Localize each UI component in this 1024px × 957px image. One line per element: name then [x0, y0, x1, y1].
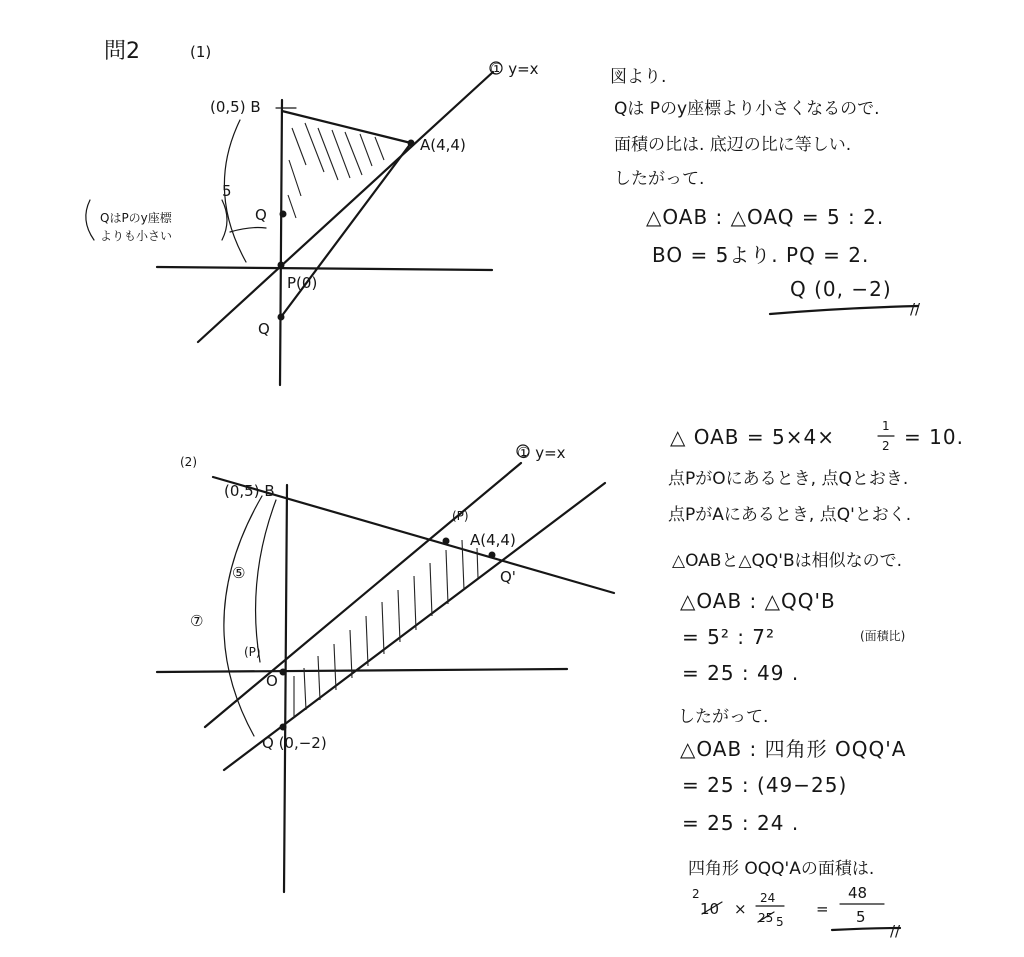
sol1-answer: Q (0, −2) — [790, 277, 892, 301]
sol2-calc-10: 10 — [700, 900, 720, 918]
sol2-calc-num: 24 — [760, 891, 776, 905]
fig2-x-axis — [157, 669, 567, 672]
sol2-line-9: △OAB : 四角形 OQQ'A — [680, 737, 907, 761]
fig1-Q-label: Q — [258, 320, 270, 338]
sol2-line-11: = 25 : 24 . — [682, 811, 800, 835]
fig1-hatching — [288, 123, 384, 218]
fig2-line-label: ① y=x — [517, 444, 566, 462]
fig2-P-origin-label: (P) — [244, 645, 261, 659]
sol2-frac-num: 1 — [882, 419, 890, 433]
fig2-point-Q — [280, 724, 287, 731]
fig2-point-Qprime — [489, 552, 496, 559]
sol2-end-mark: // — [890, 922, 901, 940]
fig1-note-line2: よりも小さい — [100, 229, 173, 243]
fig2-y-axis — [284, 485, 287, 892]
sol1-line-3: 面積の比は. 底辺の比に等しい. — [614, 135, 852, 155]
fig1-Q-candidate-label: Q — [255, 206, 267, 224]
fig2-arc-5 — [256, 500, 276, 662]
sol2-frac-den: 2 — [882, 439, 890, 453]
sol2-result-num: 48 — [848, 884, 868, 902]
sol2-calc-small-2: 2 — [692, 887, 700, 901]
fig2-length-7: ⑦ — [190, 612, 204, 630]
sol2-calc-times: × — [734, 900, 747, 918]
fig1-A-label: A(4,4) — [420, 136, 466, 154]
sol2-line-5: △OAB : △QQ'B — [680, 589, 836, 613]
sol2-calc-den-small: 5 — [776, 915, 784, 929]
fig2-A-label: A(4,4) — [470, 531, 516, 549]
fig2-point-A — [443, 538, 450, 545]
sol2-line-6-note: (面積比) — [860, 629, 906, 643]
sol1-line-6: BO = 5より. PQ = 2. — [652, 243, 870, 267]
fig1-point-P — [278, 262, 285, 269]
sol1-answer-underline — [770, 306, 918, 314]
fig2-point-O — [280, 669, 287, 676]
fig2-Qprime-label: Q' — [500, 568, 516, 586]
sol2-calc-den: 25 — [758, 911, 774, 925]
fig1-y-axis — [280, 100, 282, 385]
sol2-line-12: 四角形 OQQ'Aの面積は. — [688, 859, 875, 879]
sol1-line-1: 図より. — [610, 67, 667, 87]
problem-number: 問2 — [104, 39, 140, 64]
sol2-line-1: △ OAB = 5×4× — [670, 425, 835, 449]
fig1-B-label: (0,5) B — [210, 98, 261, 116]
sol1-end-mark: // — [910, 300, 921, 318]
fig2-O-label: O — [266, 672, 278, 690]
solution-1 — [610, 67, 921, 318]
fig1-point-Qprime — [280, 211, 287, 218]
fig2-B-label: (0,5) B — [224, 482, 275, 500]
sol2-calc-eq: = — [816, 900, 829, 918]
sol1-line-5: △OAB : △OAQ = 5 : 2. — [646, 205, 885, 229]
fig2-line-y-equals-x — [205, 463, 521, 727]
sol2-result-den: 5 — [856, 908, 866, 926]
sol1-line-4: したがって. — [614, 169, 705, 189]
fig1-note-arrow — [230, 228, 266, 233]
sol2-line-2: 点PがOにあるとき, 点Qとおき. — [668, 469, 909, 489]
fig2-arc-7 — [224, 496, 262, 736]
figure-2 — [157, 444, 614, 892]
fig2-length-5: ⑤ — [232, 564, 246, 582]
fig2-Q-label: Q (0,−2) — [262, 734, 327, 752]
fig1-length-5: 5 — [222, 182, 232, 200]
sol2-line-8: したがって. — [678, 707, 769, 727]
fig2-P-top-label: (P) — [452, 509, 469, 523]
sol2-line-6: = 5² : 7² — [682, 625, 776, 649]
fig1-line-label: ① y=x — [490, 60, 539, 78]
fig1-point-A — [408, 140, 415, 147]
fig1-note-bubble — [86, 200, 94, 240]
part1-label: (1) — [190, 43, 212, 61]
sol2-line-10: = 25 : (49−25) — [682, 773, 848, 797]
sol2-line-4: △OABと△QQ'Bは相似なので. — [672, 551, 903, 571]
fig1-P-label: P(0) — [287, 274, 318, 292]
sol1-line-2: Qは Pのy座標より小さくなるので. — [614, 99, 880, 119]
solution-2 — [668, 419, 964, 940]
fig1-segment-BA — [282, 111, 411, 143]
figure-1 — [86, 60, 539, 385]
fig1-x-axis — [157, 267, 492, 270]
fig1-note-line1: QはPのy座標 — [100, 211, 172, 225]
sol2-line-7: = 25 : 49 . — [682, 661, 800, 685]
part2-label: (2) — [180, 455, 197, 469]
sol2-line-3: 点PがAにあるとき, 点Q'とおく. — [668, 505, 912, 525]
sol2-line-1-end: = 10. — [904, 425, 964, 449]
fig1-point-Q — [278, 314, 285, 321]
